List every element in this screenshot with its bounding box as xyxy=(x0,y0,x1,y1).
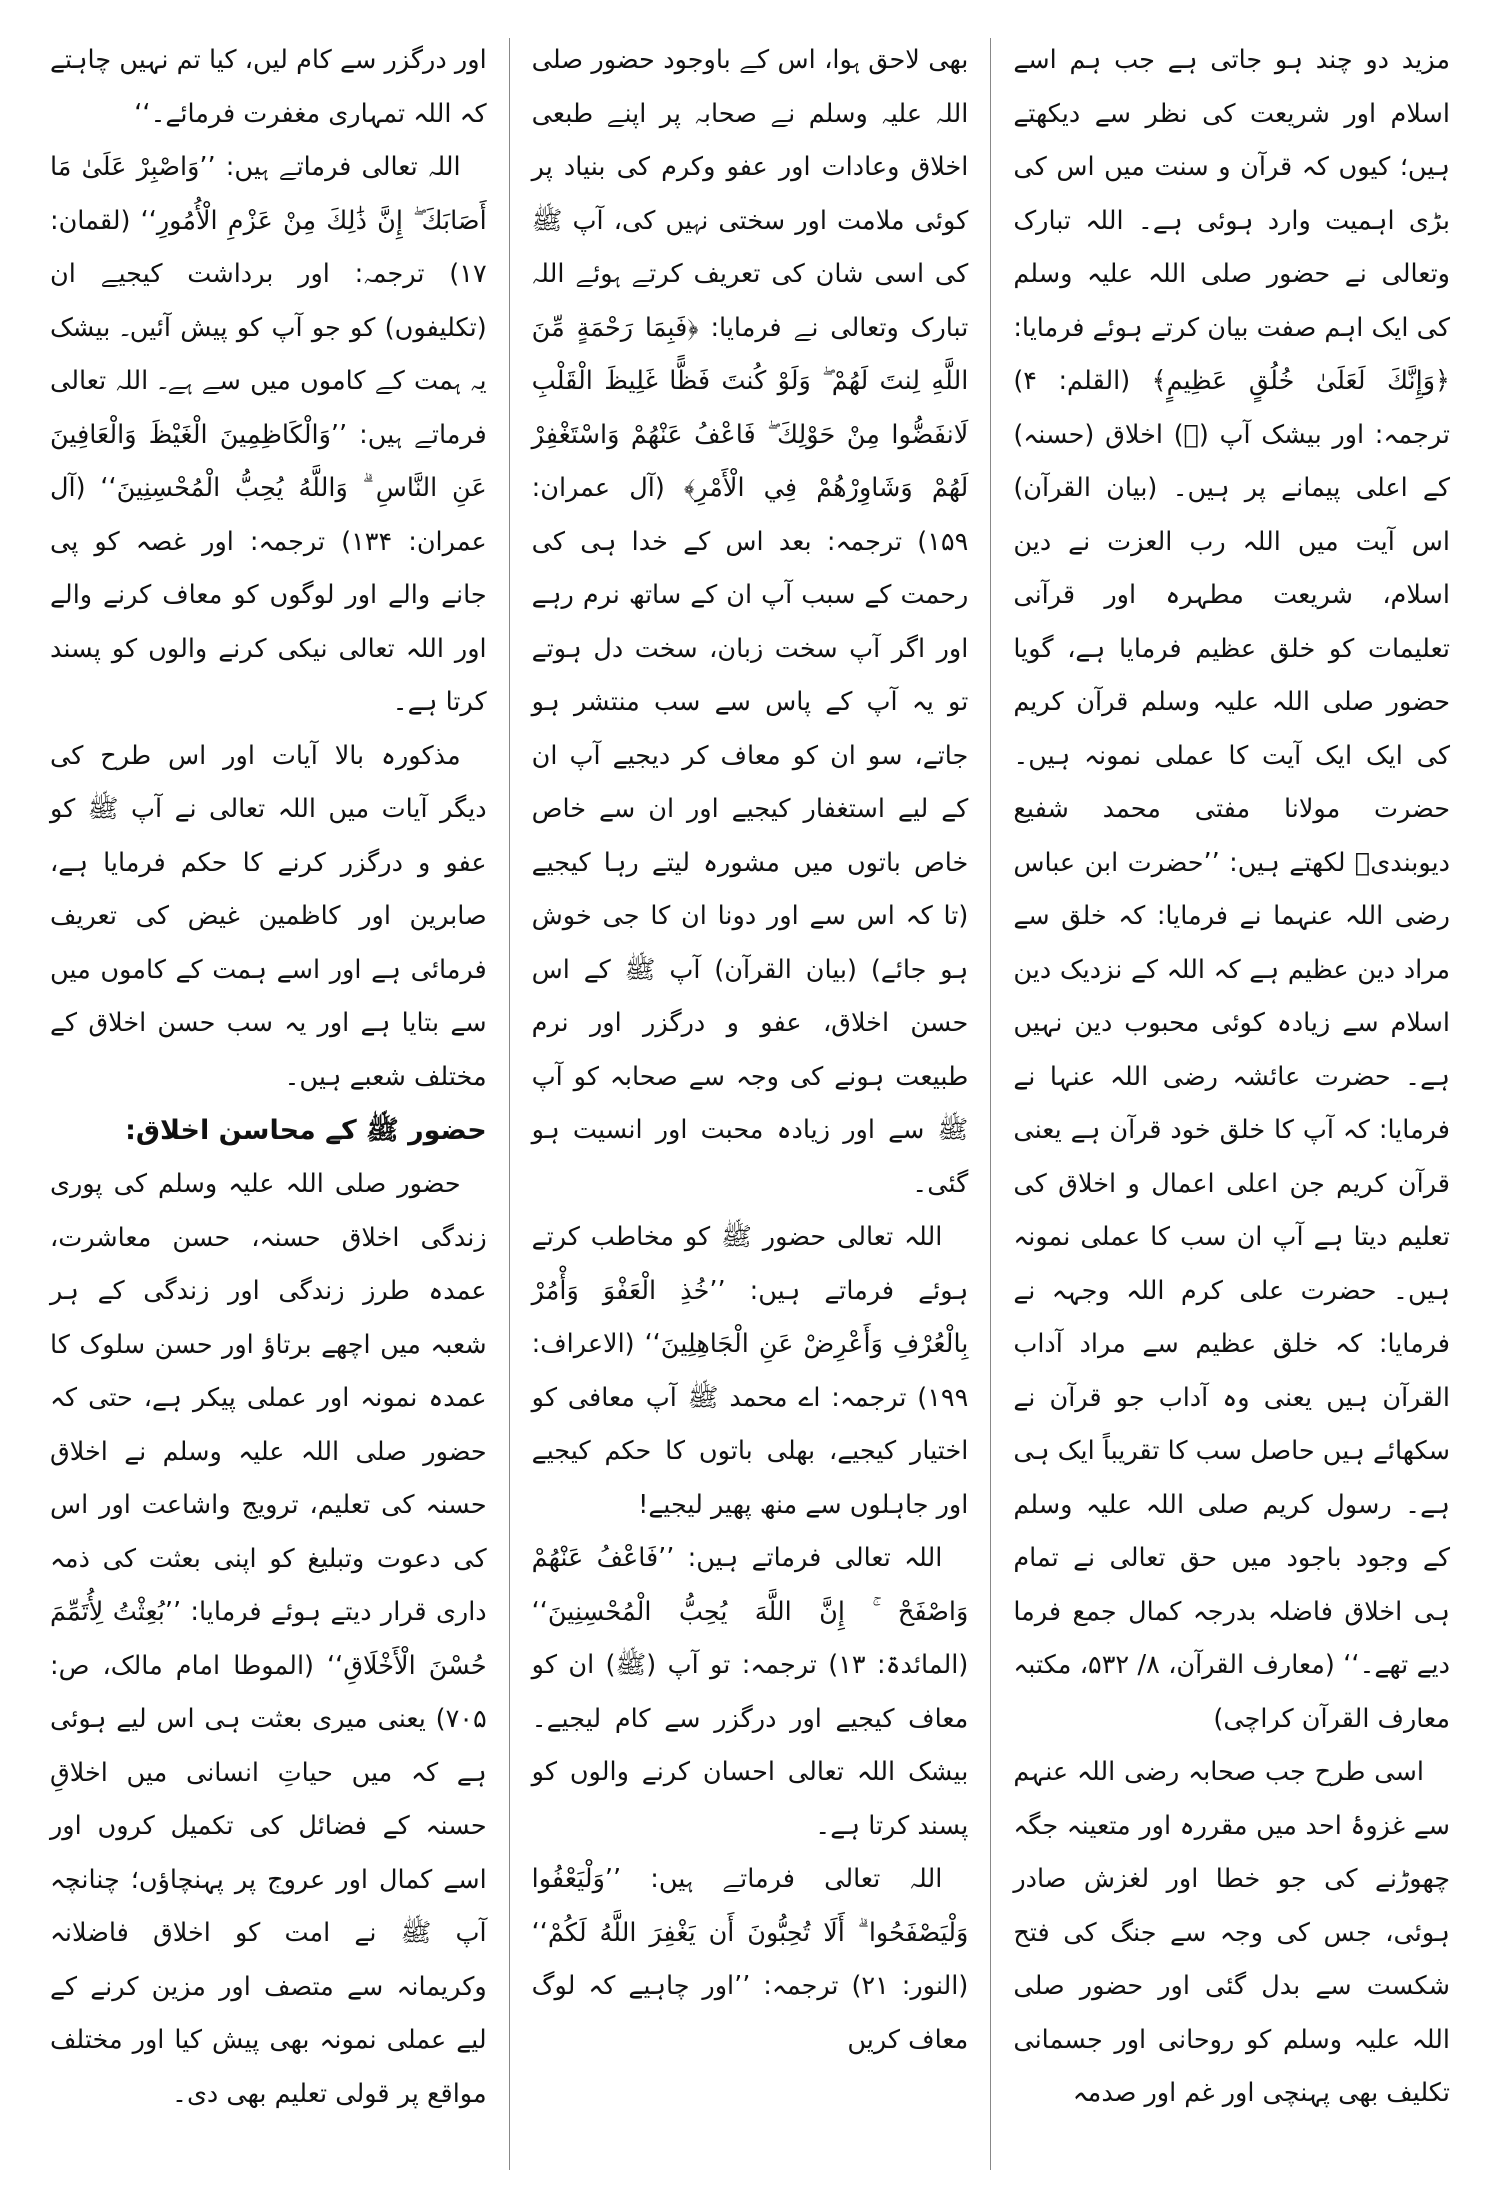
paragraph: اللہ تعالی حضور ﷺ کو مخاطب کرتے ہوئے فرماتے ہیں: ’’خُذِ الْعَفْوَ وَأْمُرْ بِالْعُرْفِ وَأَعْرِضْ عَنِ الْجَاهِلِينَ‘‘ (الاعراف: ۱۹۹) ترجمہ: اے محمد ﷺ آپ معافی کو اختیار کیجیے، بھلی باتوں کا حکم کیجیے اور جاہلوں سے منھ پھیر لیجیے! xyxy=(531,1222,969,1520)
section-heading: حضور ﷺ کے محاسن اخلاق: xyxy=(125,1115,487,1146)
paragraph: بھی لاحق ہوا، اس کے باوجود حضور صلی اللہ علیہ وسلم نے صحابہ پر اپنے طبعی اخلاق وعادات اور عفو وکرم کی بنیاد پر کوئی ملامت اور سختی نہیں کی، آپ ﷺ کی اسی شان کی تعریف کرتے ہوئے اللہ تبارک وتعالی نے فرمایا: ﴿فَبِمَا رَحْمَةٍ مِّنَ اللَّهِ لِنتَ لَهُمْ ۖ وَلَوْ كُنتَ فَظًّا غَلِيظَ الْقَلْبِ لَانفَضُّوا مِنْ حَوْلِكَ ۖ فَاعْفُ عَنْهُمْ وَاسْتَغْفِرْ لَهُمْ وَشَاوِرْهُمْ فِي الْأَمْرِ﴾ (آل عمران: ۱۵۹) ترجمہ: بعد اس کے خدا ہی کی رحمت کے سبب آپ ان کے ساتھ نرم رہے اور اگر آپ سخت زبان، سخت دل ہوتے تو یہ آپ کے پاس سے سب منتشر ہو جاتے، سو ان کو معاف کر دیجیے آپ ان کے لیے استغفار کیجیے اور ان سے خاص خاص باتوں میں مشورہ لیتے رہا کیجیے (تا کہ اس سے اور دونا ان کا جی خوش ہو جائے) (بیان القرآن) آپ ﷺ کے اس حسن اخلاق، عفو و درگزر اور نرم طبیعت ہونے کی وجہ سے صحابہ کو آپ ﷺ سے اور زیادہ محبت اور انسیت ہو گئی۔ xyxy=(531,45,969,1199)
column-left xyxy=(28,34,509,2180)
paragraph: حضور صلی اللہ علیہ وسلم کی پوری زندگی اخلاق حسنہ، حسن معاشرت، عمدہ طرز زندگی اور زندگی کے ہر شعبہ میں اچھے برتاؤ اور حسن سلوک کا عمدہ نمونہ اور عملی پیکر ہے، حتی کہ حضور صلی اللہ علیہ وسلم نے اخلاق حسنہ کی تعلیم، ترویج واشاعت اور اس کی دعوت وتبلیغ کو اپنی بعثت کی ذمہ داری قرار دیتے ہوئے فرمایا: ’’بُعِثْتُ لِأُتَمِّمَ حُسْنَ الْأَخْلَاقِ‘‘ (الموطا امام مالک، ص: ۷۰۵) یعنی میری بعثت ہی اس لیے ہوئی ہے کہ میں حیاتِ انسانی میں اخلاقِ حسنہ کے فضائل کی تکمیل کروں اور اسے کمال اور عروج پر پہنچاؤں؛ چنانچہ آپ ﷺ نے امت کو اخلاق فاضلانہ وکریمانہ سے متصف اور مزین کرنے کے لیے عملی نمونہ بھی پیش کیا اور مختلف مواقع پر قولی تعلیم بھی دی۔ xyxy=(49,1169,487,2109)
paragraph: اللہ تعالی فرماتے ہیں: ’’فَاعْفُ عَنْهُمْ وَاصْفَحْ ۚ إِنَّ اللَّهَ يُحِبُّ الْمُحْسِنِينَ‘‘ (المائدۃ: ۱۳) ترجمہ: تو آپ (ﷺ) ان کو معاف کیجیے اور درگزر سے کام لیجیے۔ بیشک اللہ تعالی احسان کرنے والوں کو پسند کرتا ہے۔ xyxy=(531,1543,969,1841)
paragraph: مذکورہ بالا آیات اور اس طرح کی دیگر آیات میں اللہ تعالی نے آپ ﷺ کو عفو و درگزر کرنے کا حکم فرمایا ہے، صابرین اور کاظمین غیض کی تعریف فرمائی ہے اور اسے ہمت کے کاموں میں سے بتایا ہے اور یہ سب حسن اخلاق کے مختلف شعبے ہیں۔ xyxy=(49,740,487,1092)
column-middle xyxy=(510,34,991,2180)
paragraph: اللہ تعالی فرماتے ہیں: ’’وَلْيَعْفُوا وَلْيَصْفَحُوا ۗ أَلَا تُحِبُّونَ أَن يَغْفِرَ اللَّهُ لَكُمْ‘‘ (النور: ۲۱) ترجمہ: ’’اور چاہیے کہ لوگ معاف کریں xyxy=(531,1864,969,2055)
paragraph: اور درگزر سے کام لیں، کیا تم نہیں چاہتے کہ اللہ تمہاری مغفرت فرمائے۔‘‘ xyxy=(49,45,487,129)
column-right xyxy=(991,34,1472,2180)
paragraph: اسی طرح جب صحابہ رضی اللہ عنہم سے غزوۂ احد میں مقررہ اور متعینہ جگہ چھوڑنے کی جو خطا اور لغزش صادر ہوئی، جس کی وجہ سے جنگ کی فتح شکست سے بدل گئی اور حضور صلی اللہ علیہ وسلم کو روحانی اور جسمانی تکلیف بھی پہنچی اور غم اور صدمہ xyxy=(1013,1757,1450,2108)
paragraph: اللہ تعالی فرماتے ہیں: ’’وَاصْبِرْ عَلَىٰ مَا أَصَابَكَ ۖ إِنَّ ذَٰلِكَ مِنْ عَزْمِ الْأُمُورِ‘‘ (لقمان: ۱۷) ترجمہ: اور برداشت کیجیے ان (تکلیفوں) کو جو آپ کو پیش آئیں۔ بیشک یہ ہمت کے کاموں میں سے ہے۔ اللہ تعالی فرماتے ہیں: ’’وَالْكَاظِمِينَ الْغَيْظَ وَالْعَافِينَ عَنِ النَّاسِ ۗ وَاللَّهُ يُحِبُّ الْمُحْسِنِينَ‘‘ (آل عمران: ۱۳۴) ترجمہ: اور غصہ کو پی جانے والے اور لوگوں کو معاف کرنے والے اور اللہ تعالی نیکی کرنے والوں کو پسند کرتا ہے۔ xyxy=(49,152,487,717)
paragraph: مزید دو چند ہو جاتی ہے جب ہم اسے اسلام اور شریعت کی نظر سے دیکھتے ہیں؛ کیوں کہ قرآن و سنت میں اس کی بڑی اہمیت وارد ہوئی ہے۔ اللہ تبارک وتعالی نے حضور صلی اللہ علیہ وسلم کی ایک اہم صفت بیان کرتے ہوئے فرمایا: ﴿وَإِنَّكَ لَعَلَىٰ خُلُقٍ عَظِيمٍ﴾ (القلم: ۴) ترجمہ: اور بیشک آپ (ﷺ) اخلاق (حسنہ) کے اعلی پیمانے پر ہیں۔ (بیان القرآن) اس آیت میں اللہ رب العزت نے دین اسلام، شریعت مطہرہ اور قرآنی تعلیمات کو خلق عظیم فرمایا ہے، گویا حضور صلی اللہ علیہ وسلم قرآن کریم کی ایک ایک آیت کا عملی نمونہ ہیں۔ حضرت مولانا مفتی محمد شفیع دیوبندیؒ لکھتے ہیں: ’’حضرت ابن عباس رضی اللہ عنہما نے فرمایا: کہ خلق سے مراد دین عظیم ہے کہ اللہ کے نزدیک دین اسلام سے زیادہ کوئی محبوب دین نہیں ہے۔ حضرت عائشہ رضی اللہ عنہا نے فرمایا: کہ آپ کا خلق خود قرآن ہے یعنی قرآن کریم جن اعلی اعمال و اخلاق کی تعلیم دیتا ہے آپ ان سب کا عملی نمونہ ہیں۔ حضرت علی کرم اللہ وجہہ نے فرمایا: کہ خلق عظیم سے مراد آداب القرآن ہیں یعنی وہ آداب جو قرآن نے سکھائے ہیں حاصل سب کا تقریباً ایک ہی ہے۔ رسول کریم صلی اللہ علیہ وسلم کے وجود باجود میں حق تعالی نے تمام ہی اخلاق فاضلہ بدرجہ کمال جمع فرما دیے تھے۔‘‘ (معارف القرآن، ۸/ ۵۳۲، مکتبہ معارف القرآن کراچی) xyxy=(1013,45,1450,1734)
